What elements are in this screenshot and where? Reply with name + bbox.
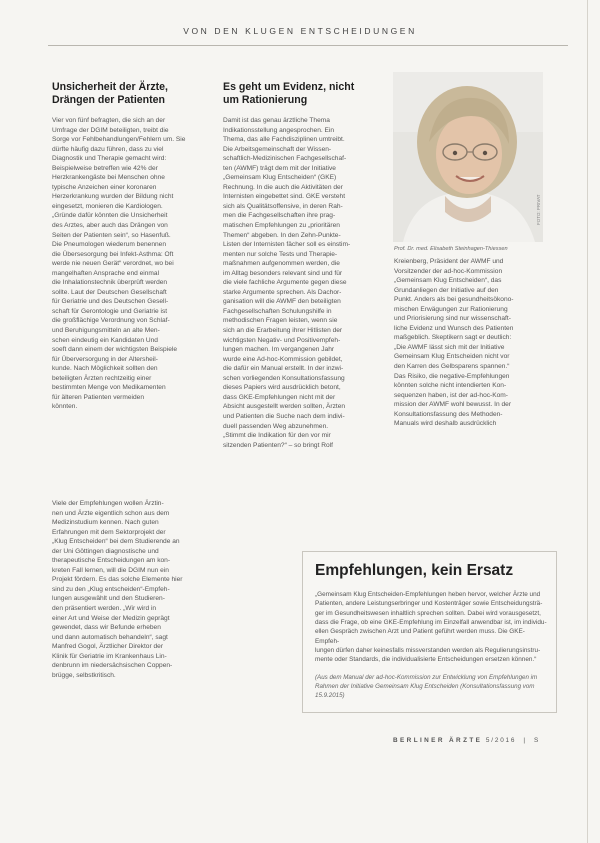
photo-caption: Prof. Dr. med. Elisabeth Steinhagen-Thiessen [394, 246, 508, 252]
col2-text [223, 116, 378, 526]
page-footer: BERLINER ÄRZTE 5/2016 | S [393, 737, 541, 744]
running-header: VON DEN KLUGEN ENTSCHEIDUNGEN [183, 26, 417, 36]
col1-text-b [52, 499, 202, 709]
col1-heading [52, 81, 168, 106]
header-rule [48, 45, 568, 46]
footer-issue: 5/2016 [485, 737, 517, 744]
photo-credit: FOTO: PRIVAT [536, 194, 541, 225]
col3-text [394, 257, 552, 457]
info-box [302, 551, 557, 713]
col2-heading-line1: Es geht um Evidenz, nicht [223, 81, 355, 93]
box-title: Empfehlungen, kein Ersatz [315, 562, 514, 579]
col1-heading-line1: Unsicherheit der Ärzte, [52, 81, 168, 93]
col1-text-a [52, 116, 202, 496]
footer-page: S [534, 737, 541, 744]
portrait-illustration [393, 72, 543, 242]
col1-heading-line2: Drängen der Patienten [52, 93, 166, 106]
box-quote: „Gemeinsam Klug Entscheiden-Empfehlungen heben hervor, welcher Ärzte und Patienten, andere Leistungserbringer und Kostenträger sowie Entscheidungsträ- ger im Gesundheitswesen inhaltlich sprechen sollten. Dabei wird vorausgesetzt, dass die Frage, ob eine GKE-Empfehlung im Einzelfall anwendbar ist, im individu- ellen Gespräch zwischen Arzt und Patient geführt werden muss. Die GKE-Empfeh- lungen dürfen daher keinesfalls missverstanden werden als Regulierungsinstru- mente oder Standards, die individualisierte Entscheidungen ersetzen können.“ [315, 591, 547, 664]
page-edge [587, 0, 588, 843]
col1-paragraph-2: Viele der Empfehlungen wollen Ärztin- nen und Ärzte eigentlich schon aus dem Medizinstudium kennen. Nach guten Erfahrungen mit dem Sektorprojekt der „Klug Entscheiden“ bei dem Studierende an der Uni Göttingen diagnostische und therapeutische Entscheidungen am kon- kreten Fall lernen, will die DGIM nun ein Projekt fördern. Es das solche Elemente hier sind zu den „Klug entscheiden“-Empfeh- lungen ausgewählt und den Studieren- den präsentiert werden. „Wir wird in einer Art und Weise der Medizin geprägt gewendet, dass wir Befunde erheben und dann automatisch behandeln“, sagt Manfred Gogol, Ärztlicher Direktor der Klinik für Geriatrie im Krankenhaus Lin- denbrunn im niedersächsischen Coppen- brügge, selbstkritisch. [52, 500, 183, 679]
col3-paragraph: Kreienberg, Präsident der AWMF und Vorsitzender der ad-hoc-Kommission „Gemeinsam Klug Entscheiden“, das Grundanliegen der Initiative auf den Punkt. Anders als bei gesundheitsökono- mischen Erwägungen zur Rationierung und Priorisierung sind nur wissenschaft- liche Evidenz und Wunsch des Patienten maßgeblich. Skeptikern sagt er deutlich: „Die AWMF lässt sich mit der Initiative Gemeinsam Klug Entscheiden nicht vor den Karren des Gelbsparens spannen.“ Das Risiko, die negative-Empfehlungen könnten solche nicht intendierten Kon- sequenzen haben, ist der ad-hoc-Kom- mission der AWMF wohl bewusst. In der Konsultationsfassung des Methoden- Manuals wird deshalb ausdrücklich [394, 258, 514, 428]
col2-heading [223, 81, 354, 106]
footer-magazine: BERLINER ÄRZTE [393, 737, 483, 744]
col2-paragraph: Damit ist das genau ärztliche Thema Indikationsstellung angesprochen. Ein Thema, das alle Fachdisziplinen umtreibt. Die Arbeitsgemeinschaft der Wissen- schaftlich-Medizinischen Fachgesellschaf- ten (AWMF) trägt dem mit der Initiative „Gemeinsam Klug Entscheiden“ (GKE) Rechnung. In die auch die Aktivitäten der Internisten eingebettet sind. GKE versteht sich als Qualitätsoffensive, in deren Rah- men die Fachgesellschaften ihre prag- matischen Empfehlungen zu „prioritären Themen“ abgeben. In den Zehn-Punkte- Listen der Internisten fächer soll es einstim- menten nur solche Tests und Therapie- maßnahmen aufgenommen werden, die im Alltag besonders relevant sind und für die viele fachliche Argumente gegen diese starke Argumente sprechen. Als Dachor- ganisation will die AWMF den beteiligten Fachgesellschaften Schulungshilfe in methodischen Fragen leisten, wenn sie sich an die Erarbeitung ihrer Hitlisten der wichtigsten Negativ- und Positivempfeh- lungen machen. Im vergangenen Jahr wurde eine Ad-hoc-Kommission gebildet, die dafür ein Manual erstellt. In der inzwi- schen vorliegenden Konsultationsfassung dieses Papiers wird ausdrücklich betont, dass GKE-Empfehlungen nicht mit der Absicht ausgestellt werden sollten, Ärzten und Patienten die Suche nach dem indivi- duell passenden Weg abzunehmen. „Stimmt die Indikation für den vor mir sitzenden Patienten?“ – so bringt Rolf [223, 117, 351, 449]
portrait-photo [393, 72, 543, 242]
col2-heading-line2: um Rationierung [223, 93, 308, 106]
box-source: (Aus dem Manual der ad-hoc-Kommission zur Entwicklung von Empfehlungen im Rahmen der Initiative Gemeinsam Klug Entscheiden (Konsultationsfassung vom 15.9.2015) [315, 674, 538, 699]
col1-paragraph-1: Vier von fünf befragten, die sich an der Umfrage der DGIM beteiligten, treibt die Sorge vor Fehlbehandlungen/Fehlern um. Sie dürfte häufig dazu führen, dass zu viel Diagnostik und Therapie gemacht wird: Beispielweise betreffen wie 42% der Herzkrankengäste bei Menschen ohne typische Anzeichen einer koronaren Herzerkrankung wurden der Bildung nicht eingesetzt, monieren die Kardiologen. „Gründe dafür könnten die Unsicherheit des Arztes, aber auch das Drängen von Seiten der Patienten sein“, so Hasenfuß. Die Pneumologen wiederum benennen die Übersesorgung bei Infekt-Asthma: Oft werde nie neuen Gerät“ verordnet, wo bei mangelhaften Ansprache end einmal die Inhalationstechnik überprüft werden sollte. Laut der Deutschen Gesellschaft für Geriatrie und des Deutschen Gesell- schaft für Gerontologie und Geriatrie ist die großflächige Verordnung von Schlaf- und Beruhigungsmitteln an alte Men- schen eindeutig ein Kandidaten Und soeft dann einem der wichtigsten Beispiele für Überversorgung in der Altersheil- kunde. Nach Möglichkeit sollten den beteiligten Ärzten rechtzeitig einer bestimmten Menge von Medikamenten für älteren Patienten vermeiden könnten. [52, 117, 186, 411]
